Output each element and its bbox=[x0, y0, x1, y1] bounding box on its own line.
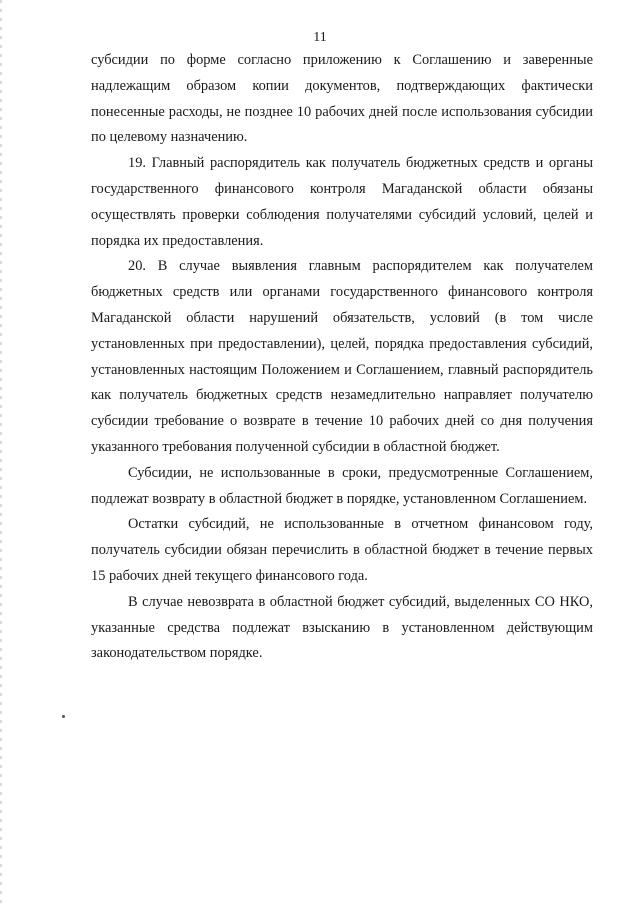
page-number: 11 bbox=[313, 30, 327, 45]
document-body bbox=[91, 48, 593, 667]
paragraph-non-return: В случае невозврата в областной бюджет субсидий, выделенных СО НКО, указанные средства подлежат взысканию в установленном действующим законодательством порядке. bbox=[91, 593, 593, 662]
paragraph-subsidy-balances: Остатки субсидий, не использованные в отчетном финансовом году, получатель субсидии обязан перечислить в областной бюджет в течение первых 15 рабочих дней текущего финансового года. bbox=[91, 516, 593, 584]
scan-edge-marks bbox=[0, 0, 2, 905]
scan-speck bbox=[62, 715, 65, 718]
paragraph-unused-subsidies: Субсидии, не использованные в сроки, предусмотренные Соглашением, подлежат возврату в областной бюджет в порядке, установленном Соглашением. bbox=[91, 464, 593, 507]
paragraph-continuation: субсидии по форме согласно приложению к Соглашению и заверенные надлежащим образом копии документов, подтверждающих фактически понесенные расходы, не позднее 10 рабочих дней после использования субсидии по целевому назначению. bbox=[91, 52, 593, 146]
paragraph-20: 20. В случае выявления главным распорядителем как получателем бюджетных средств или органами государственного финансового контроля Магаданской области нарушений обязательств, условий (в том числе установленных при предоставлении), целей, порядка предоставления субсидий, установленных настоящим Положением и Соглашением, главный распорядитель как получатель бюджетных средств незамедлительно направляет получателю субсидии требование о возврате в течение 10 рабочих дней со дня получения указанного требования полученной субсидии в областной бюджет. bbox=[91, 258, 593, 455]
paragraph-19: 19. Главный распорядитель как получатель бюджетных средств и органы государственного финансового контроля Магаданской области обязаны осуществлять проверки соблюдения получателями субсидий условий, целей и порядка их предоставления. bbox=[91, 155, 593, 249]
